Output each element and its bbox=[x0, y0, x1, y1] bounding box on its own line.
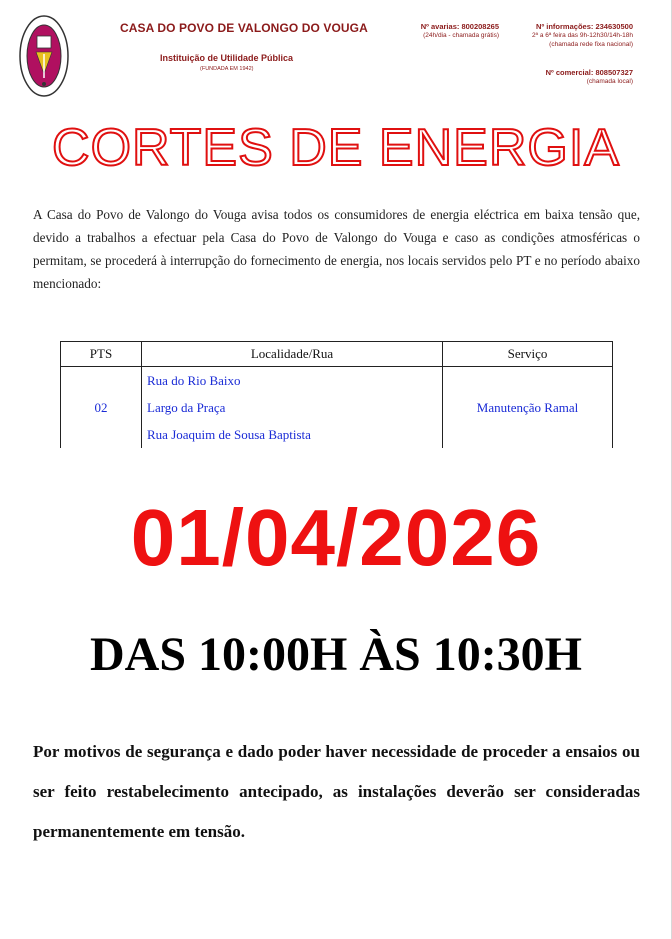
organization-founded: (FUNDADA EM 1942) bbox=[200, 66, 254, 72]
street-item: Largo da Praça bbox=[147, 400, 226, 415]
info-number: Nº informações: 234630500 bbox=[536, 22, 633, 31]
organization-subtitle: Instituição de Utilidade Pública bbox=[160, 53, 294, 63]
info-contact bbox=[532, 22, 633, 49]
street-item: Rua do Rio Baixo bbox=[147, 373, 241, 388]
page-title: CORTES DE ENERGIA bbox=[52, 119, 620, 177]
table-header-row bbox=[61, 342, 613, 367]
pts-cell: 02 bbox=[61, 367, 142, 449]
comercial-note: (chamada local) bbox=[586, 78, 633, 85]
comercial-number: Nº comercial: 808507327 bbox=[545, 68, 633, 77]
avarias-note: (24h/dia - chamada grátis) bbox=[423, 32, 499, 39]
street-item: Rua Joaquim de Sousa Baptista bbox=[147, 427, 311, 442]
safety-notice: Por motivos de segurança e dado poder haver necessidade de proceder a ensaios ou ser feito restabelecimento antecipado, as instalações deverão ser consideradas permanentemente em tensão. bbox=[33, 742, 640, 841]
info-hours: 2ª a 6ª feira das 9h-12h30/14h-18h bbox=[532, 32, 633, 39]
casa-do-povo-seal-icon bbox=[18, 14, 70, 98]
outage-hours: DAS 10:00H ÀS 10:30H bbox=[89, 628, 583, 681]
table-row bbox=[61, 367, 613, 449]
comercial-contact bbox=[546, 68, 633, 86]
column-header-localidade: Localidade/Rua bbox=[142, 342, 443, 367]
servico-cell: Manutenção Ramal bbox=[443, 367, 613, 449]
column-header-pts: PTS bbox=[61, 342, 142, 367]
info-note: (chamada rede fixa nacional) bbox=[549, 41, 633, 48]
localidade-cell bbox=[142, 367, 443, 449]
column-header-servico: Serviço bbox=[443, 342, 613, 367]
outage-date: 01/04/2026 bbox=[130, 493, 542, 582]
organization-name: CASA DO POVO DE VALONGO DO VOUGA bbox=[120, 21, 368, 35]
avarias-number: Nº avarias: 800208265 bbox=[420, 22, 499, 31]
avarias-contact bbox=[421, 22, 499, 40]
schedule-table bbox=[60, 341, 613, 448]
intro-paragraph: A Casa do Povo de Valongo do Vouga avisa todos os consumidores de energia eléctrica em baixa tensão que, devido a trabalhos a efectuar pela Casa do Povo de Valongo do Vouga e caso as condições atmosféricas o permitam, se procederá à interrupção do fornecimento de energia, nos locais servidos pelo PT e no período abaixo mencionado: bbox=[33, 207, 640, 291]
